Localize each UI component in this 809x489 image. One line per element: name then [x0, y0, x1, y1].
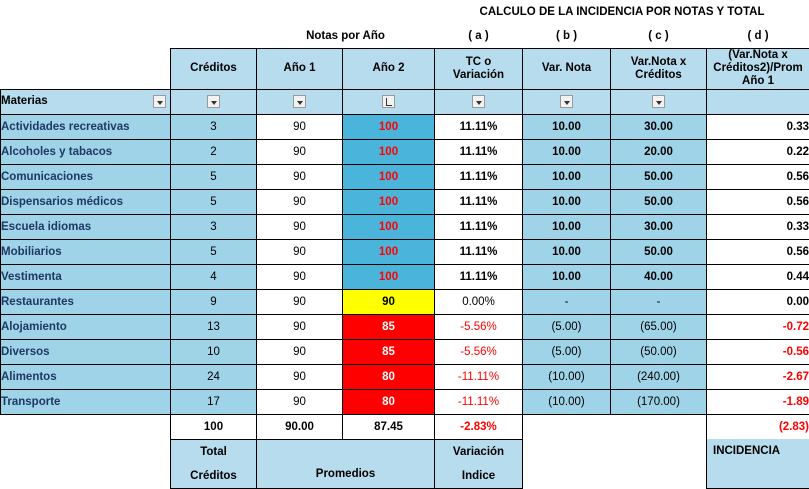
header-creditos — [171, 49, 257, 90]
cell-anio2: 100 — [343, 164, 435, 189]
header-vnc-line1: Var.Nota x — [611, 56, 706, 69]
cell-incidencia: -0.56 — [707, 339, 809, 364]
title-spacer-2 — [171, 0, 257, 24]
cell-incidencia: 0.22 — [707, 139, 809, 164]
cell-incidencia: -2.67 — [707, 364, 809, 389]
header-d-line2: Créditos2)/Prom — [707, 62, 809, 75]
table-row — [1, 164, 809, 189]
header-tc-line2: Variación — [435, 69, 522, 82]
cell-tc-variacion: 11.11% — [435, 239, 523, 264]
cell-creditos: 2 — [171, 139, 257, 164]
footer-spacer — [1, 439, 171, 464]
cell-var-nota-creditos: (50.00) — [611, 339, 707, 364]
table-row — [1, 314, 809, 339]
cell-var-nota: (10.00) — [523, 389, 611, 414]
footer-total-line1: Total — [171, 439, 257, 464]
filter-dropdown-icon-anio1[interactable] — [293, 95, 306, 108]
header-tc-variacion — [435, 49, 523, 90]
cell-creditos: 10 — [171, 339, 257, 364]
cell-anio2: 85 — [343, 314, 435, 339]
cell-incidencia: 0.33 — [707, 114, 809, 139]
cell-tc-variacion: 11.11% — [435, 114, 523, 139]
cell-creditos: 3 — [171, 114, 257, 139]
filter-row — [1, 89, 809, 114]
cell-anio1: 90 — [257, 239, 343, 264]
table-row — [1, 389, 809, 414]
cell-anio1: 90 — [257, 339, 343, 364]
cell-creditos: 24 — [171, 364, 257, 389]
header-incidencia-formula — [707, 49, 809, 90]
cell-var-nota-creditos: 30.00 — [611, 214, 707, 239]
subtitle-row — [1, 24, 809, 49]
cell-anio2: 100 — [343, 264, 435, 289]
cell-incidencia: 0.33 — [707, 214, 809, 239]
cell-var-nota: 10.00 — [523, 114, 611, 139]
incidencia-value: (2.83) — [707, 414, 809, 439]
cell-tc-variacion: -11.11% — [435, 389, 523, 414]
cell-incidencia: 0.56 — [707, 189, 809, 214]
header-var-nota-creditos — [611, 49, 707, 90]
header-anio1-label: Año 1 — [257, 62, 342, 75]
header-d-line3: Año 1 — [707, 75, 809, 88]
cell-anio2: 100 — [343, 114, 435, 139]
cell-anio2: 80 — [343, 364, 435, 389]
subtitle-spacer — [1, 24, 171, 49]
filter-cell-d — [707, 89, 809, 114]
cell-var-nota: 10.00 — [523, 264, 611, 289]
cell-creditos: 5 — [171, 189, 257, 214]
footer-spacer-6 — [611, 464, 707, 489]
table-row — [1, 189, 809, 214]
cell-anio1: 90 — [257, 189, 343, 214]
cell-materia: Alojamiento — [1, 314, 171, 339]
cell-materia: Mobiliarios — [1, 239, 171, 264]
cell-incidencia: 0.56 — [707, 239, 809, 264]
header-var-nota — [523, 49, 611, 90]
table-row — [1, 214, 809, 239]
cell-anio1: 90 — [257, 389, 343, 414]
totals-spacer-3 — [611, 414, 707, 439]
filter-dropdown-icon-var-nota[interactable] — [560, 95, 573, 108]
cell-var-nota-creditos: 50.00 — [611, 189, 707, 214]
cell-anio2: 100 — [343, 139, 435, 164]
table-row — [1, 289, 809, 314]
column-tag-d: ( d ) — [707, 24, 809, 49]
filter-dropdown-icon-tc[interactable] — [472, 95, 485, 108]
column-tag-a: ( a ) — [435, 24, 523, 49]
footer-variacion-line2: Indice — [435, 464, 523, 489]
cell-anio1: 90 — [257, 139, 343, 164]
cell-tc-variacion: -5.56% — [435, 314, 523, 339]
footer-spacer-2 — [523, 439, 611, 464]
total-anio1-value: 90.00 — [257, 414, 343, 439]
filter-cell-tc — [435, 89, 523, 114]
cell-tc-variacion: 11.11% — [435, 164, 523, 189]
header-anio2 — [343, 49, 435, 90]
cell-var-nota-creditos: 20.00 — [611, 139, 707, 164]
cell-materia: Alimentos — [1, 364, 171, 389]
notas-por-anio-label: Notas por Año — [257, 24, 435, 49]
cell-tc-variacion: 11.11% — [435, 264, 523, 289]
cell-var-nota: (5.00) — [523, 339, 611, 364]
filter-cell-anio2 — [343, 89, 435, 114]
cell-var-nota-creditos: 40.00 — [611, 264, 707, 289]
cell-var-nota: 10.00 — [523, 189, 611, 214]
cell-anio2: 100 — [343, 214, 435, 239]
cell-materia: Alcoholes y tabacos — [1, 139, 171, 164]
cell-materia: Vestimenta — [1, 264, 171, 289]
cell-anio1: 90 — [257, 289, 343, 314]
filter-dropdown-icon-creditos[interactable] — [207, 95, 220, 108]
cell-var-nota: 10.00 — [523, 239, 611, 264]
cell-anio2: 80 — [343, 389, 435, 414]
filter-cell-var-nota — [523, 89, 611, 114]
header-d-line1: (Var.Nota x — [707, 49, 809, 62]
cell-tc-variacion: -11.11% — [435, 364, 523, 389]
cell-var-nota-creditos: (170.00) — [611, 389, 707, 414]
cell-anio2: 90 — [343, 289, 435, 314]
cell-materia: Escuela idiomas — [1, 214, 171, 239]
cell-creditos: 5 — [171, 239, 257, 264]
title-row — [1, 0, 809, 24]
footer-total-line2: Créditos — [171, 464, 257, 489]
cell-incidencia: 0.44 — [707, 264, 809, 289]
header-tc-line1: TC o — [435, 56, 522, 69]
cell-tc-variacion: 11.11% — [435, 214, 523, 239]
totals-spacer — [1, 414, 171, 439]
title-spacer — [1, 0, 171, 24]
filter-cell-creditos — [171, 89, 257, 114]
cell-materia: Comunicaciones — [1, 164, 171, 189]
footer-spacer-4 — [1, 464, 171, 489]
cell-var-nota: 10.00 — [523, 214, 611, 239]
cell-var-nota: (10.00) — [523, 364, 611, 389]
cell-materia: Restaurantes — [1, 289, 171, 314]
cell-anio2: 100 — [343, 189, 435, 214]
totals-spacer-2 — [523, 414, 611, 439]
filter-cell-anio1 — [257, 89, 343, 114]
header-materias-label: Materias — [1, 95, 48, 107]
cell-var-nota: - — [523, 289, 611, 314]
totals-row — [1, 414, 809, 439]
column-tag-b: ( b ) — [523, 24, 611, 49]
cell-materia: Transporte — [1, 389, 171, 414]
table-row — [1, 364, 809, 389]
cell-anio1: 90 — [257, 214, 343, 239]
cell-anio1: 90 — [257, 164, 343, 189]
cell-incidencia: -1.89 — [707, 389, 809, 414]
cell-anio2: 85 — [343, 339, 435, 364]
title-spacer-3 — [257, 0, 343, 24]
header-creditos-label: Créditos — [171, 62, 256, 75]
footer-spacer-3 — [611, 439, 707, 464]
cell-creditos: 9 — [171, 289, 257, 314]
cell-anio1: 90 — [257, 264, 343, 289]
header-anio1 — [257, 49, 343, 90]
cell-tc-variacion: 0.00% — [435, 289, 523, 314]
cell-var-nota-creditos: 30.00 — [611, 114, 707, 139]
cell-creditos: 5 — [171, 164, 257, 189]
cell-var-nota-creditos: (65.00) — [611, 314, 707, 339]
filter-dropdown-icon-materias[interactable] — [153, 95, 166, 108]
total-anio2-value: 87.45 — [343, 414, 435, 439]
table-row — [1, 264, 809, 289]
footer-incidencia-bottom — [707, 464, 809, 489]
cell-tc-variacion: 11.11% — [435, 189, 523, 214]
cell-var-nota-creditos: - — [611, 289, 707, 314]
subtitle-spacer-2 — [171, 24, 257, 49]
table-row — [1, 114, 809, 139]
cell-var-nota: (5.00) — [523, 314, 611, 339]
footer-variacion-line1: Variación — [435, 439, 523, 464]
header-vnc-line2: Créditos — [611, 69, 706, 82]
table-row — [1, 339, 809, 364]
table-body — [1, 114, 809, 414]
cell-tc-variacion: -5.56% — [435, 339, 523, 364]
footer-promedios — [257, 439, 435, 488]
cell-materia: Dispensarios médicos — [1, 189, 171, 214]
footer-incidencia-label: INCIDENCIA — [707, 439, 809, 464]
column-tag-c: ( c ) — [611, 24, 707, 49]
footer-row-1 — [1, 439, 809, 464]
cell-tc-variacion: 11.11% — [435, 139, 523, 164]
cell-creditos: 17 — [171, 389, 257, 414]
page-title: CALCULO DE LA INCIDENCIA POR NOTAS Y TOTAL — [435, 0, 809, 24]
table-row — [1, 239, 809, 264]
cell-anio1: 90 — [257, 364, 343, 389]
cell-materia: Diversos — [1, 339, 171, 364]
filter-cell-vnc — [611, 89, 707, 114]
cell-anio1: 90 — [257, 314, 343, 339]
cell-var-nota-creditos: 50.00 — [611, 164, 707, 189]
cell-anio1: 90 — [257, 114, 343, 139]
cell-incidencia: 0.56 — [707, 164, 809, 189]
cell-var-nota: 10.00 — [523, 139, 611, 164]
cell-creditos: 4 — [171, 264, 257, 289]
cell-var-nota-creditos: 50.00 — [611, 239, 707, 264]
cell-creditos: 13 — [171, 314, 257, 339]
cell-creditos: 3 — [171, 214, 257, 239]
table-row — [1, 139, 809, 164]
cell-incidencia: 0.00 — [707, 289, 809, 314]
header-materias — [1, 89, 171, 114]
header-row — [1, 49, 809, 90]
header-materias-cell — [1, 49, 171, 90]
cell-incidencia: -0.72 — [707, 314, 809, 339]
header-var-nota-label: Var. Nota — [523, 62, 610, 75]
total-creditos-value: 100 — [171, 414, 257, 439]
footer-spacer-5 — [523, 464, 611, 489]
cell-var-nota-creditos: (240.00) — [611, 364, 707, 389]
filter-dropdown-icon-vnc[interactable] — [652, 95, 665, 108]
header-anio2-label: Año 2 — [343, 62, 434, 75]
filter-sort-icon-anio2[interactable] — [382, 95, 395, 108]
total-variacion-value: -2.83% — [435, 414, 523, 439]
cell-anio2: 100 — [343, 239, 435, 264]
title-spacer-4 — [343, 0, 435, 24]
cell-var-nota: 10.00 — [523, 164, 611, 189]
cell-materia: Actividades recreativas — [1, 114, 171, 139]
footer-promedios-label: Promedios — [257, 468, 434, 488]
